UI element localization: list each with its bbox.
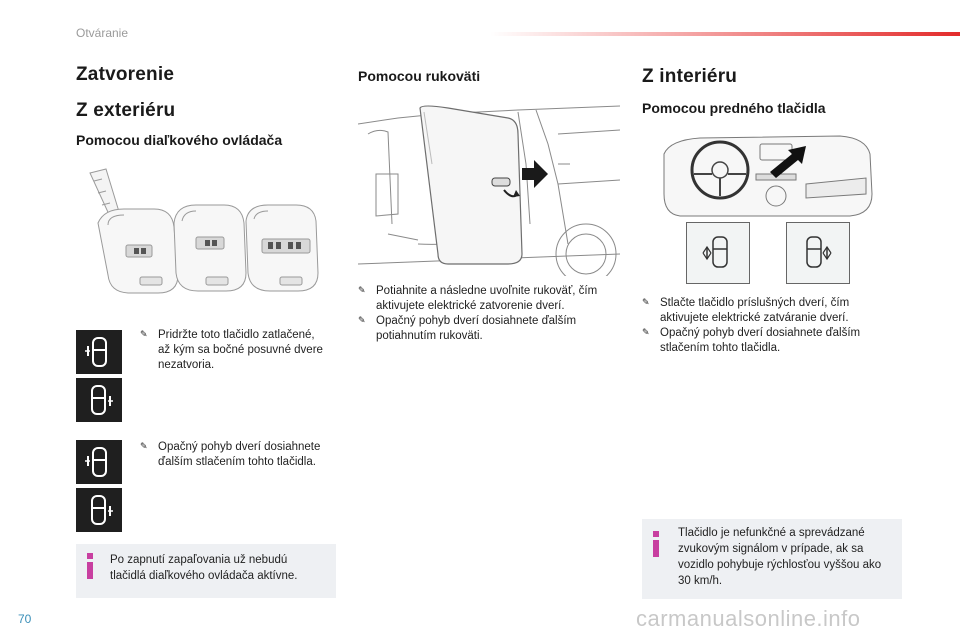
heading-remote-control: Pomocou diaľkového ovládača xyxy=(76,132,283,148)
info-box-ignition xyxy=(76,544,336,598)
text-line: vozidlo pohybuje rýchlosťou vyššou ako xyxy=(678,559,882,571)
door-button-right-icon[interactable] xyxy=(786,222,850,284)
page-number: 70 xyxy=(18,612,32,626)
remote-keys-illustration xyxy=(84,165,334,305)
text-line: aktivujete elektrické zatvorenie dverí. xyxy=(376,300,565,312)
car-topview-right-door-icon xyxy=(76,378,122,422)
section-title-interior: Z interiéru xyxy=(642,66,738,87)
sliding-door-handle-illustration xyxy=(358,104,620,276)
dashboard-illustration xyxy=(660,134,874,218)
car-topview-right-door-icon xyxy=(76,488,122,532)
text-line: ďalším stlačením tohto tlačidla. xyxy=(158,456,316,468)
bullet-pointer-icon: ✎ xyxy=(140,442,148,452)
page-title: Zatvorenie xyxy=(76,64,175,85)
info-icon xyxy=(652,531,660,557)
instruction-front-button xyxy=(642,296,892,356)
bullet-pointer-icon: ✎ xyxy=(642,298,650,308)
text-line: Opačný pohyb dverí dosiahnete ďalším xyxy=(660,327,861,339)
door-button-left-icon[interactable] xyxy=(686,222,750,284)
van-door-icon xyxy=(358,104,620,276)
section-subtitle-exterior: Z exteriéru xyxy=(76,100,176,121)
info-box-speed xyxy=(642,519,902,599)
text-line: nezatvoria. xyxy=(158,359,215,371)
text-line: zvukovým signálom v prípade, ak sa xyxy=(678,543,864,555)
bullet-pointer-icon: ✎ xyxy=(140,330,148,340)
bullet-pointer-icon: ✎ xyxy=(358,286,366,296)
text-line: až kým sa bočné posuvné dvere xyxy=(158,344,323,356)
text-line: Po zapnutí zapaľovania už nebudú xyxy=(110,554,288,566)
text-line: Tlačidlo je nefunkčné a sprevádzané xyxy=(678,527,865,539)
header-accent-bar xyxy=(490,32,960,36)
text-line: tlačidlá diaľkového ovládača aktívne. xyxy=(110,570,298,582)
text-line: potiahnutím rukoväti. xyxy=(376,330,483,342)
text-line: stlačením tohto tlačidla. xyxy=(660,342,781,354)
info-icon xyxy=(86,553,94,579)
text-line: 30 km/h. xyxy=(678,575,723,587)
text-line: Opačný pohyb dverí dosiahnete ďalším xyxy=(376,315,577,327)
heading-front-button: Pomocou predného tlačidla xyxy=(642,100,826,116)
instruction-handle xyxy=(358,284,620,344)
bullet-pointer-icon: ✎ xyxy=(358,316,366,326)
text-line: Opačný pohyb dverí dosiahnete xyxy=(158,441,321,453)
text-line: aktivujete elektrické zatváranie dverí. xyxy=(660,312,849,324)
car-topview-left-door-icon xyxy=(76,440,122,484)
text-line: Pridržte toto tlačidlo zatlačené, xyxy=(158,329,315,341)
dashboard-icon xyxy=(660,134,874,218)
heading-handle: Pomocou rukoväti xyxy=(358,68,481,84)
instruction-hold-button xyxy=(140,328,340,373)
text-line: Potiahnite a následne uvoľnite rukoväť, čím xyxy=(376,285,598,297)
car-topview-left-door-icon xyxy=(76,330,122,374)
remote-key-icon xyxy=(84,165,334,305)
section-title: Otváranie xyxy=(76,26,129,40)
watermark: carmanualsonline.info xyxy=(636,606,861,631)
instruction-reverse xyxy=(140,440,340,470)
bullet-pointer-icon: ✎ xyxy=(642,328,650,338)
text-line: Stlačte tlačidlo príslušných dverí, čím xyxy=(660,297,850,309)
